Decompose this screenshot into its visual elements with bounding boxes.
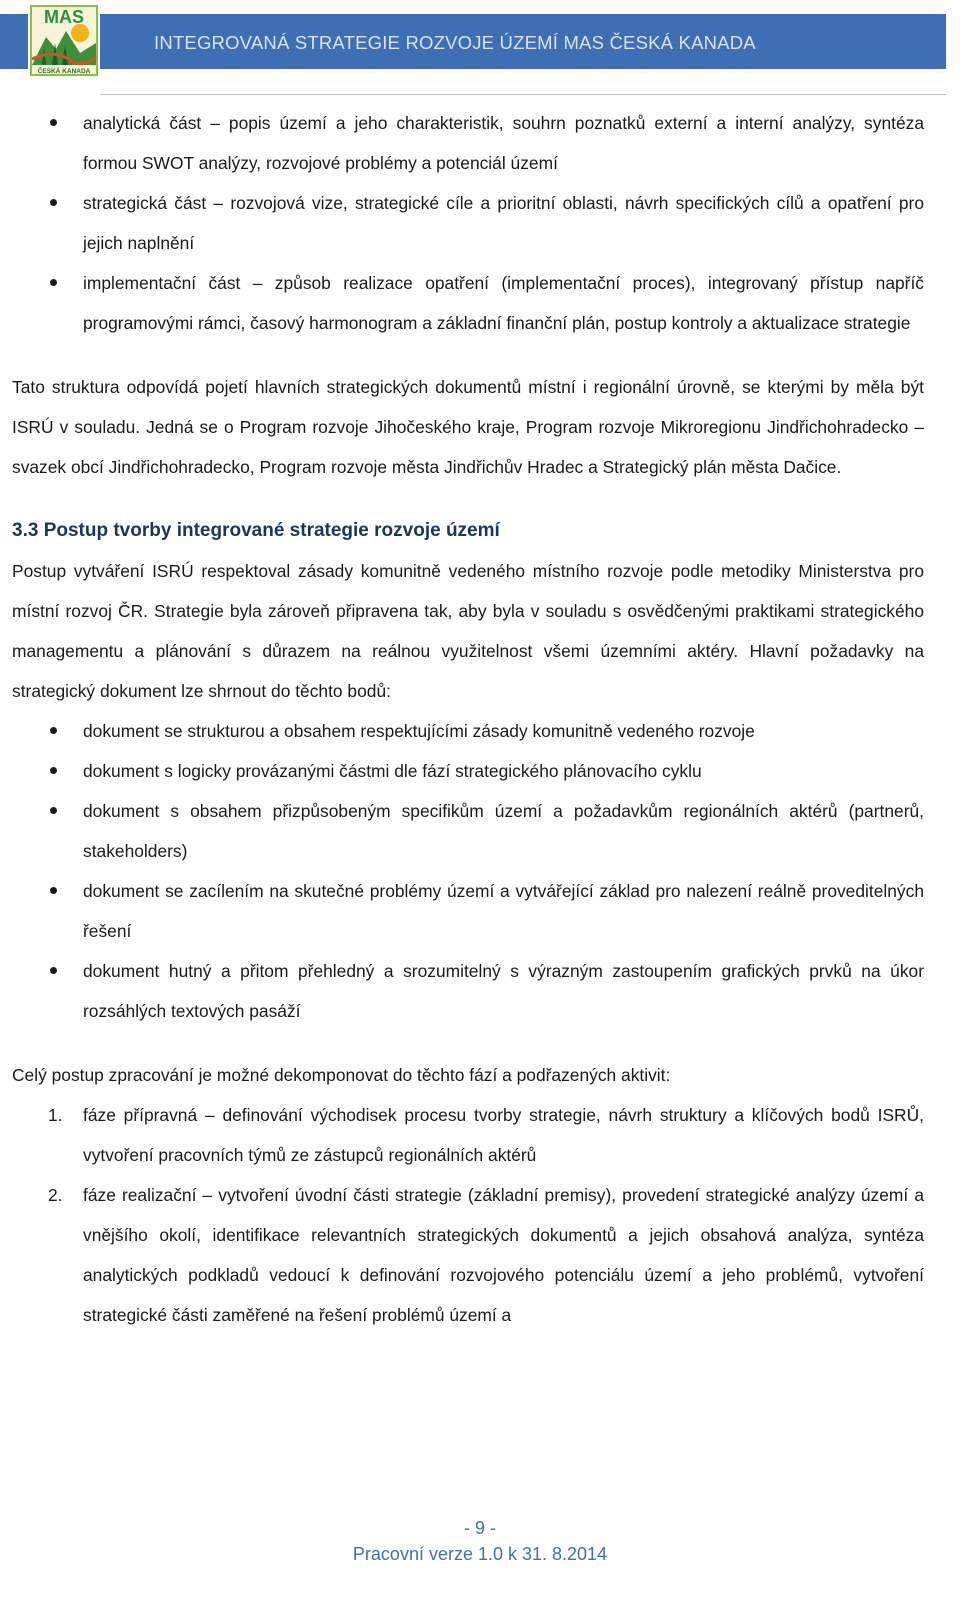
bullet-icon [50,887,57,894]
list-item: dokument se strukturou a obsahem respektujícími zásady komunitně vedeného rozvoje [12,711,924,751]
page-header [0,0,960,96]
bullet-icon [50,967,57,974]
paragraph: Tato struktura odpovídá pojetí hlavních strategických dokumentů místní i regionální úrovně, se kterými by měla být ISRÚ v souladu. Jedná se o Program rozvoje Jihočeského kraje, Program rozvoje Mikroregionu Jindřichohradecko – svazek obcí Jindřichohradecko, Program rozvoje města Jindřichův Hradec a Strategický plán města Dačice. [12,377,924,477]
list-item: analytická část – popis území a jeho charakteristik, souhrn poznatků externí a interní analýzy, syntéza formou SWOT analýzy, rozvojové problémy a potenciál území [12,103,924,183]
item-number: 1. [48,1105,63,1125]
list-item: dokument se zacílením na skutečné problémy území a vytvářející základ pro nalezení reálně proveditelných řešení [12,871,924,951]
bullet-icon [50,767,57,774]
bullet-icon [50,199,57,206]
section-heading: 3.3 Postup tvorby integrované strategie rozvoje území [12,520,500,541]
header-title: INTEGROVANÁ STRATEGIE ROZVOJE ÚZEMÍ MAS ČESKÁ KANADA [154,32,756,53]
bullet-icon [50,727,57,734]
header-divider [100,94,946,95]
bullet-icon [50,279,57,286]
bullet-icon [50,807,57,814]
page-number: - 9 - [463,1518,496,1538]
list-item: strategická část – rozvojová vize, strategické cíle a prioritní oblasti, návrh specifických cílů a opatření pro jejich naplnění [12,183,924,263]
document-body [12,103,924,1335]
list-item: dokument s logicky provázanými částmi dle fází strategického plánovacího cyklu [12,751,924,791]
svg-text:ČESKÁ KANADA: ČESKÁ KANADA [37,68,91,75]
list-item: dokument s obsahem přizpůsobeným specifikům území a požadavkům regionálních aktérů (partnerů, stakeholders) [12,791,924,871]
mas-logo [28,3,100,78]
paragraph: Celý postup zpracování je možné dekomponovat do těchto fází a podřazených aktivit: [12,1065,671,1085]
numbered-item: 2. fáze realizační – vytvoření úvodní části strategie (základní premisy), provedení strategické analýzy území a vnějšího okolí, identifikace relevantních strategických dokumentů a jejich obsahová analýza, syntéza analytických podkladů vedoucí k definování rozvojového potenciálu území a jeho problémů, vytvoření strategické části zaměřené na řešení problémů území a [12,1175,924,1335]
paragraph: Postup vytváření ISRÚ respektoval zásady komunitně vedeného místního rozvoje podle metodiky Ministerstva pro místní rozvoj ČR. Strategie byla zároveň připravena tak, aby byla v souladu s osvědčenými praktikami strategického managementu a plánování s důrazem na reálnou využitelnost všemi územními aktéry. Hlavní požadavky na strategický dokument lze shrnout do těchto bodů: [12,561,924,701]
bullet-icon [50,119,57,126]
svg-text:MAS: MAS [44,7,84,27]
numbered-item: 1. fáze přípravná – definování východisek procesu tvorby strategie, návrh struktury a klíčových bodů ISRŮ, vytvoření pracovních týmů ze zástupců regionálních aktérů [12,1095,924,1175]
item-number: 2. [48,1185,63,1205]
list-item: implementační část – způsob realizace opatření (implementační proces), integrovaný přístup napříč programovými rámci, časový harmonogram a základní finanční plán, postup kontroly a aktualizace strategie [12,263,924,343]
list-item: dokument hutný a přitom přehledný a srozumitelný s výrazným zastoupením grafických prvků na úkor rozsáhlých textových pasáží [12,951,924,1031]
version-note: Pracovní verze 1.0 k 31. 8.2014 [352,1544,608,1564]
